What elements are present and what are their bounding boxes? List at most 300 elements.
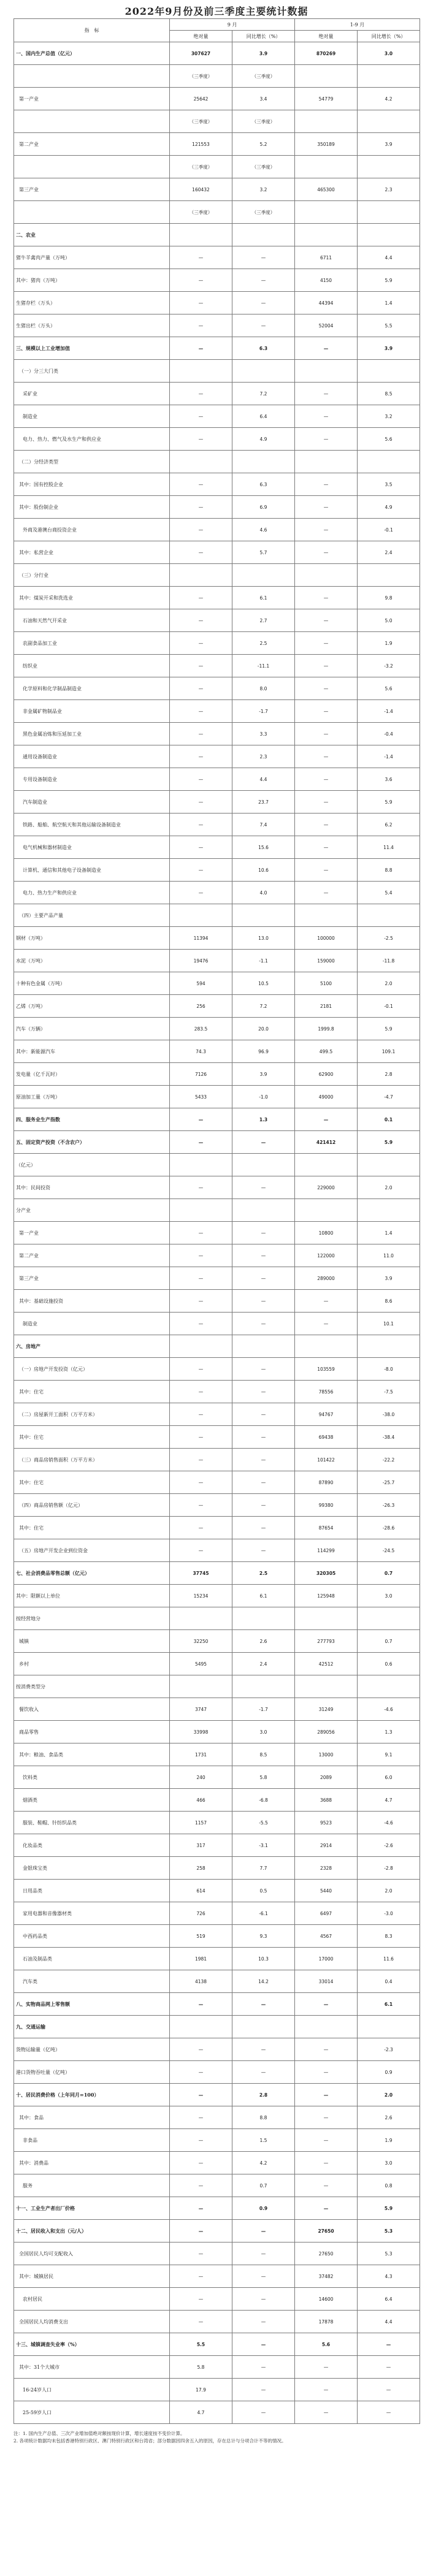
sept-absolute: （三季度） — [170, 110, 232, 133]
ytd-absolute: 159000 — [295, 950, 358, 972]
sept-absolute: — — [170, 1471, 232, 1494]
sept-growth: -11.1 — [232, 655, 295, 677]
header-absolute-1: 绝对量 — [170, 31, 232, 42]
footnotes — [13, 2430, 420, 2445]
ytd-growth: 9.1 — [358, 1743, 420, 1766]
row-label: 城镇 — [14, 1630, 170, 1653]
row-label: 专用设备制造业 — [14, 768, 170, 791]
ytd-absolute: 44394 — [295, 292, 358, 314]
table-row — [14, 405, 420, 428]
row-label: 发电量（亿千瓦时） — [14, 1063, 170, 1086]
table-row — [14, 1313, 420, 1335]
statistics-table — [13, 18, 420, 2424]
ytd-growth: -8.0 — [358, 1358, 420, 1381]
row-label: 八、实物商品网上零售额 — [14, 1993, 170, 2016]
sept-growth: 6.1 — [232, 587, 295, 609]
sept-absolute — [170, 904, 232, 927]
ytd-growth — [358, 904, 420, 927]
ytd-absolute: — — [295, 541, 358, 564]
sept-absolute: 726 — [170, 1902, 232, 1925]
sept-absolute: — — [170, 1313, 232, 1335]
row-label: 通用设备制造业 — [14, 745, 170, 768]
sept-absolute: — — [170, 269, 232, 292]
table-row — [14, 632, 420, 655]
ytd-growth: -2.3 — [358, 2038, 420, 2061]
sept-growth — [232, 1675, 295, 1698]
table-row — [14, 1131, 420, 1154]
row-label — [14, 65, 170, 88]
sept-growth: 3.0 — [232, 1721, 295, 1743]
ytd-growth: 4.4 — [358, 2311, 420, 2333]
table-row — [14, 677, 420, 700]
row-label: 其中：基础设施投资 — [14, 1290, 170, 1313]
sept-absolute: 5495 — [170, 1653, 232, 1675]
table-row — [14, 587, 420, 609]
ytd-growth — [358, 65, 420, 88]
row-label: （二）分经济类型 — [14, 451, 170, 473]
sept-absolute: 317 — [170, 1834, 232, 1857]
table-row — [14, 723, 420, 745]
sept-absolute: — — [170, 2288, 232, 2311]
ytd-growth: — — [358, 2379, 420, 2401]
sept-absolute: — — [170, 519, 232, 541]
ytd-absolute — [295, 110, 358, 133]
table-row — [14, 2152, 420, 2174]
ytd-growth: 5.9 — [358, 2197, 420, 2220]
sept-absolute: — — [170, 1403, 232, 1426]
ytd-growth: 0.4 — [358, 1970, 420, 1993]
sept-growth: 23.7 — [232, 791, 295, 814]
sept-growth: 20.0 — [232, 1018, 295, 1040]
sept-growth: 10.5 — [232, 972, 295, 995]
ytd-absolute: 4150 — [295, 269, 358, 292]
ytd-absolute: 42512 — [295, 1653, 358, 1675]
ytd-absolute: 320305 — [295, 1562, 358, 1585]
table-row — [14, 2265, 420, 2288]
ytd-absolute: 277793 — [295, 1630, 358, 1653]
sept-absolute: 19476 — [170, 950, 232, 972]
ytd-growth: 6.4 — [358, 2288, 420, 2311]
sept-growth: -6.1 — [232, 1902, 295, 1925]
row-label: 服装、鞋帽、针纺织品类 — [14, 1812, 170, 1834]
ytd-absolute: 10800 — [295, 1222, 358, 1244]
ytd-growth: -7.5 — [358, 1381, 420, 1403]
ytd-growth: 1.4 — [358, 1222, 420, 1244]
sept-growth: — — [232, 1131, 295, 1154]
ytd-growth: — — [358, 2401, 420, 2424]
sept-growth: 4.9 — [232, 428, 295, 451]
sept-growth: — — [232, 269, 295, 292]
ytd-growth — [358, 201, 420, 224]
row-label: 其中：粮油、食品类 — [14, 1743, 170, 1766]
ytd-absolute: — — [295, 428, 358, 451]
ytd-absolute: — — [295, 405, 358, 428]
sept-growth: 8.8 — [232, 2106, 295, 2129]
table-row — [14, 859, 420, 882]
sept-growth — [232, 2016, 295, 2038]
sept-growth: 4.0 — [232, 882, 295, 904]
ytd-growth: 5.6 — [358, 428, 420, 451]
sept-absolute: 1157 — [170, 1812, 232, 1834]
ytd-absolute: 13000 — [295, 1743, 358, 1766]
table-row — [14, 1993, 420, 2016]
ytd-absolute: — — [295, 2106, 358, 2129]
sept-growth: — — [232, 1267, 295, 1290]
ytd-absolute: 289056 — [295, 1721, 358, 1743]
sept-absolute: — — [170, 2243, 232, 2265]
row-label: 其中：限额以上单位 — [14, 1585, 170, 1607]
sept-absolute: — — [170, 2061, 232, 2084]
header-indicator: 指 标 — [14, 19, 170, 42]
row-label: 汽车（万辆） — [14, 1018, 170, 1040]
sept-growth: — — [232, 1381, 295, 1403]
sept-growth: — — [232, 1993, 295, 2016]
ytd-growth: -24.5 — [358, 1539, 420, 1562]
table-row — [14, 1381, 420, 1403]
row-label: 化妆品类 — [14, 1834, 170, 1857]
ytd-absolute: — — [295, 655, 358, 677]
ytd-growth: 1.9 — [358, 632, 420, 655]
row-label: 十二、居民收入和支出（元/人） — [14, 2220, 170, 2243]
table-row — [14, 2106, 420, 2129]
table-row — [14, 1290, 420, 1313]
sept-growth — [232, 564, 295, 587]
sept-absolute: 11394 — [170, 927, 232, 950]
row-label: 其中：民间投资 — [14, 1176, 170, 1199]
table-row — [14, 269, 420, 292]
ytd-absolute: — — [295, 2129, 358, 2152]
sept-absolute: 160432 — [170, 178, 232, 201]
sept-growth: 3.9 — [232, 1063, 295, 1086]
ytd-absolute: 2914 — [295, 1834, 358, 1857]
ytd-growth: -26.3 — [358, 1494, 420, 1517]
table-row — [14, 541, 420, 564]
sept-absolute: 4.7 — [170, 2401, 232, 2424]
row-label: 化学原料和化学制品制造业 — [14, 677, 170, 700]
table-row — [14, 42, 420, 65]
ytd-absolute — [295, 360, 358, 383]
table-row — [14, 1539, 420, 1562]
sept-growth — [232, 1199, 295, 1222]
ytd-growth: — — [358, 2356, 420, 2379]
ytd-absolute — [295, 904, 358, 927]
row-label: 计算机、通信和其他电子设备制造业 — [14, 859, 170, 882]
footnote-2: 2. 各项统计数据均未包括香港特别行政区、澳门特别行政区和台湾省；部分数据因四舍五入的原因，存在总计与分项合计不等的情况。 — [13, 2438, 286, 2444]
table-row — [14, 2061, 420, 2084]
row-label: （四）主要产品产量 — [14, 904, 170, 927]
ytd-growth: 8.5 — [358, 383, 420, 405]
sept-growth: 10.6 — [232, 859, 295, 882]
row-label: 服务 — [14, 2174, 170, 2197]
table-row — [14, 1244, 420, 1267]
table-row — [14, 950, 420, 972]
ytd-growth: 5.9 — [358, 1131, 420, 1154]
ytd-growth: 2.8 — [358, 1063, 420, 1086]
header-row-periods — [14, 19, 420, 31]
row-label: 其中：食品 — [14, 2106, 170, 2129]
sept-absolute: — — [170, 2197, 232, 2220]
sept-absolute — [170, 1607, 232, 1630]
ytd-growth: 0.1 — [358, 1108, 420, 1131]
sept-growth: 5.8 — [232, 1766, 295, 1789]
sept-absolute — [170, 224, 232, 246]
row-label: 其中：住宅 — [14, 1381, 170, 1403]
table-row — [14, 1267, 420, 1290]
row-label: 第二产业 — [14, 133, 170, 156]
ytd-growth: 6.2 — [358, 814, 420, 836]
ytd-absolute: — — [295, 2174, 358, 2197]
ytd-growth: 5.3 — [358, 2243, 420, 2265]
ytd-absolute — [295, 1335, 358, 1358]
ytd-growth: 3.0 — [358, 1585, 420, 1607]
sept-growth: 0.5 — [232, 1880, 295, 1902]
sept-growth: -3.1 — [232, 1834, 295, 1857]
sept-absolute: — — [170, 745, 232, 768]
row-label: 黑色金属冶炼和压延加工业 — [14, 723, 170, 745]
table-row — [14, 1721, 420, 1743]
sept-absolute: — — [170, 814, 232, 836]
ytd-absolute: — — [295, 473, 358, 496]
ytd-growth: -1.4 — [358, 700, 420, 723]
row-label: 家用电器和音像器材类 — [14, 1902, 170, 1925]
sept-growth: 2.5 — [232, 1562, 295, 1585]
sept-growth: -1.7 — [232, 1698, 295, 1721]
row-label: 日用品类 — [14, 1880, 170, 1902]
row-label: 电气机械和器材制造业 — [14, 836, 170, 859]
row-label: 港口货物吞吐量（亿吨） — [14, 2061, 170, 2084]
ytd-absolute: 4567 — [295, 1925, 358, 1948]
ytd-growth: -2.6 — [358, 1834, 420, 1857]
ytd-growth — [358, 156, 420, 178]
table-row — [14, 2016, 420, 2038]
table-row — [14, 2129, 420, 2152]
sept-absolute: 283.5 — [170, 1018, 232, 1040]
sept-absolute: （三季度） — [170, 65, 232, 88]
ytd-growth: -11.8 — [358, 950, 420, 972]
ytd-growth: 4.2 — [358, 88, 420, 110]
sept-absolute: — — [170, 1494, 232, 1517]
ytd-growth: 4.9 — [358, 496, 420, 519]
row-label: 乡村 — [14, 1653, 170, 1675]
row-label: （一）房地产开发投资（亿元） — [14, 1358, 170, 1381]
sept-absolute: — — [170, 1290, 232, 1313]
table-row — [14, 133, 420, 156]
sept-absolute: — — [170, 1381, 232, 1403]
row-label: 汽车制造业 — [14, 791, 170, 814]
sept-absolute: 5.8 — [170, 2356, 232, 2379]
ytd-absolute: — — [295, 1993, 358, 2016]
sept-absolute: — — [170, 428, 232, 451]
ytd-absolute: 421412 — [295, 1131, 358, 1154]
table-row — [14, 1403, 420, 1426]
table-row — [14, 2084, 420, 2106]
sept-growth: 0.9 — [232, 2197, 295, 2220]
row-label: （一）分三大门类 — [14, 360, 170, 383]
ytd-absolute: 465300 — [295, 178, 358, 201]
ytd-growth: -28.6 — [358, 1517, 420, 1539]
table-row — [14, 927, 420, 950]
ytd-absolute: 103559 — [295, 1358, 358, 1381]
ytd-absolute: — — [295, 745, 358, 768]
sept-absolute: 1981 — [170, 1948, 232, 1970]
row-label: 铁路、船舶、航空航天和其他运输设备制造业 — [14, 814, 170, 836]
row-label: （三）分行业 — [14, 564, 170, 587]
sept-absolute: — — [170, 1131, 232, 1154]
table-row — [14, 700, 420, 723]
ytd-absolute: — — [295, 859, 358, 882]
ytd-absolute: 6497 — [295, 1902, 358, 1925]
sept-absolute: — — [170, 1176, 232, 1199]
table-row — [14, 1018, 420, 1040]
sept-absolute: 32250 — [170, 1630, 232, 1653]
ytd-absolute: — — [295, 791, 358, 814]
ytd-growth: 8.3 — [358, 1925, 420, 1948]
sept-growth: — — [232, 2288, 295, 2311]
ytd-growth: -0.1 — [358, 519, 420, 541]
ytd-growth: 9.8 — [358, 587, 420, 609]
ytd-growth: 0.6 — [358, 1653, 420, 1675]
sept-growth: 1.3 — [232, 1108, 295, 1131]
ytd-growth: 5.9 — [358, 791, 420, 814]
sept-growth: 5.2 — [232, 133, 295, 156]
row-label: 农副食品加工业 — [14, 632, 170, 655]
sept-growth: — — [232, 1290, 295, 1313]
sept-absolute: — — [170, 246, 232, 269]
ytd-absolute: — — [295, 700, 358, 723]
row-label: 原油加工量（万吨） — [14, 1086, 170, 1108]
table-row — [14, 1834, 420, 1857]
sept-growth: — — [232, 1517, 295, 1539]
ytd-growth: 3.0 — [358, 42, 420, 65]
sept-absolute: — — [170, 1267, 232, 1290]
sept-growth: — — [232, 2311, 295, 2333]
ytd-growth: 4.7 — [358, 1789, 420, 1812]
row-label: 全国居民人均消费支出 — [14, 2311, 170, 2333]
ytd-growth: 8.8 — [358, 859, 420, 882]
table-row — [14, 246, 420, 269]
row-label: 十三、城镇调查失业率（%） — [14, 2333, 170, 2356]
ytd-absolute: 499.5 — [295, 1040, 358, 1063]
sept-absolute: — — [170, 723, 232, 745]
sept-growth: — — [232, 2401, 295, 2424]
table-row — [14, 1948, 420, 1970]
sept-absolute — [170, 1335, 232, 1358]
ytd-absolute: — — [295, 2379, 358, 2401]
sept-growth: — — [232, 2038, 295, 2061]
header-growth-1: 同比增长（%） — [232, 31, 295, 42]
sept-absolute: — — [170, 314, 232, 337]
table-row — [14, 178, 420, 201]
sept-growth: 6.3 — [232, 337, 295, 360]
row-label: 其中：住宅 — [14, 1471, 170, 1494]
ytd-absolute: 27650 — [295, 2243, 358, 2265]
table-row — [14, 496, 420, 519]
sept-growth: 2.4 — [232, 1653, 295, 1675]
table-row — [14, 360, 420, 383]
sept-absolute: — — [170, 496, 232, 519]
ytd-growth: -0.4 — [358, 723, 420, 745]
row-label: 外商及港澳台商投资企业 — [14, 519, 170, 541]
sept-growth: 2.6 — [232, 1630, 295, 1653]
ytd-growth: -3.0 — [358, 1902, 420, 1925]
ytd-growth: -22.2 — [358, 1449, 420, 1471]
sept-growth: 96.9 — [232, 1040, 295, 1063]
ytd-absolute: 78556 — [295, 1381, 358, 1403]
row-label: 其中：31个大城市 — [14, 2356, 170, 2379]
row-label: 全国居民人均可支配收入 — [14, 2243, 170, 2265]
row-label: 其中：城镇居民 — [14, 2265, 170, 2288]
ytd-absolute: 289000 — [295, 1267, 358, 1290]
row-label: 电力、热力、燃气及水生产和供应业 — [14, 428, 170, 451]
ytd-growth — [358, 2016, 420, 2038]
row-label: 十一、工业生产者出厂价格 — [14, 2197, 170, 2220]
row-label: 其中：煤炭开采和洗选业 — [14, 587, 170, 609]
row-label: 十、居民消费价格（上年同月=100） — [14, 2084, 170, 2106]
sept-growth: 3.9 — [232, 42, 295, 65]
sept-absolute: 74.3 — [170, 1040, 232, 1063]
sept-growth: 10.3 — [232, 1948, 295, 1970]
row-label: 三、规模以上工业增加值 — [14, 337, 170, 360]
table-row — [14, 383, 420, 405]
sept-absolute: 3747 — [170, 1698, 232, 1721]
ytd-absolute: 99380 — [295, 1494, 358, 1517]
sept-growth: 5.7 — [232, 541, 295, 564]
ytd-absolute: 17878 — [295, 2311, 358, 2333]
ytd-growth: 11.0 — [358, 1244, 420, 1267]
ytd-growth: -38.4 — [358, 1426, 420, 1449]
table-row — [14, 1086, 420, 1108]
table-row — [14, 1675, 420, 1698]
row-label: 九、交通运输 — [14, 2016, 170, 2038]
ytd-growth — [358, 564, 420, 587]
ytd-growth: 2.4 — [358, 541, 420, 564]
row-label: 第三产业 — [14, 1267, 170, 1290]
ytd-absolute: 125948 — [295, 1585, 358, 1607]
table-row — [14, 88, 420, 110]
row-label: 其中：消费品 — [14, 2152, 170, 2174]
row-label: 石油及制品类 — [14, 1948, 170, 1970]
ytd-growth: -4.6 — [358, 1698, 420, 1721]
sept-absolute: — — [170, 383, 232, 405]
table-row — [14, 1199, 420, 1222]
table-row — [14, 904, 420, 927]
ytd-absolute — [295, 1675, 358, 1698]
ytd-growth: 5.0 — [358, 609, 420, 632]
table-row — [14, 609, 420, 632]
row-label: 其中：新能源汽车 — [14, 1040, 170, 1063]
ytd-growth: 2.6 — [358, 2106, 420, 2129]
sept-absolute: 594 — [170, 972, 232, 995]
ytd-growth: 4.3 — [358, 2265, 420, 2288]
sept-growth — [232, 360, 295, 383]
table-row — [14, 110, 420, 133]
table-row — [14, 1902, 420, 1925]
sept-absolute: 4138 — [170, 1970, 232, 1993]
ytd-absolute — [295, 1154, 358, 1176]
table-row — [14, 428, 420, 451]
sept-absolute: 256 — [170, 995, 232, 1018]
sept-growth: — — [232, 292, 295, 314]
table-row — [14, 1607, 420, 1630]
table-row — [14, 995, 420, 1018]
row-label: 农村居民 — [14, 2288, 170, 2311]
sept-growth: 7.4 — [232, 814, 295, 836]
sept-growth: 4.6 — [232, 519, 295, 541]
ytd-growth: 3.5 — [358, 473, 420, 496]
sept-growth: — — [232, 2356, 295, 2379]
sept-absolute: 307627 — [170, 42, 232, 65]
ytd-absolute: 37482 — [295, 2265, 358, 2288]
